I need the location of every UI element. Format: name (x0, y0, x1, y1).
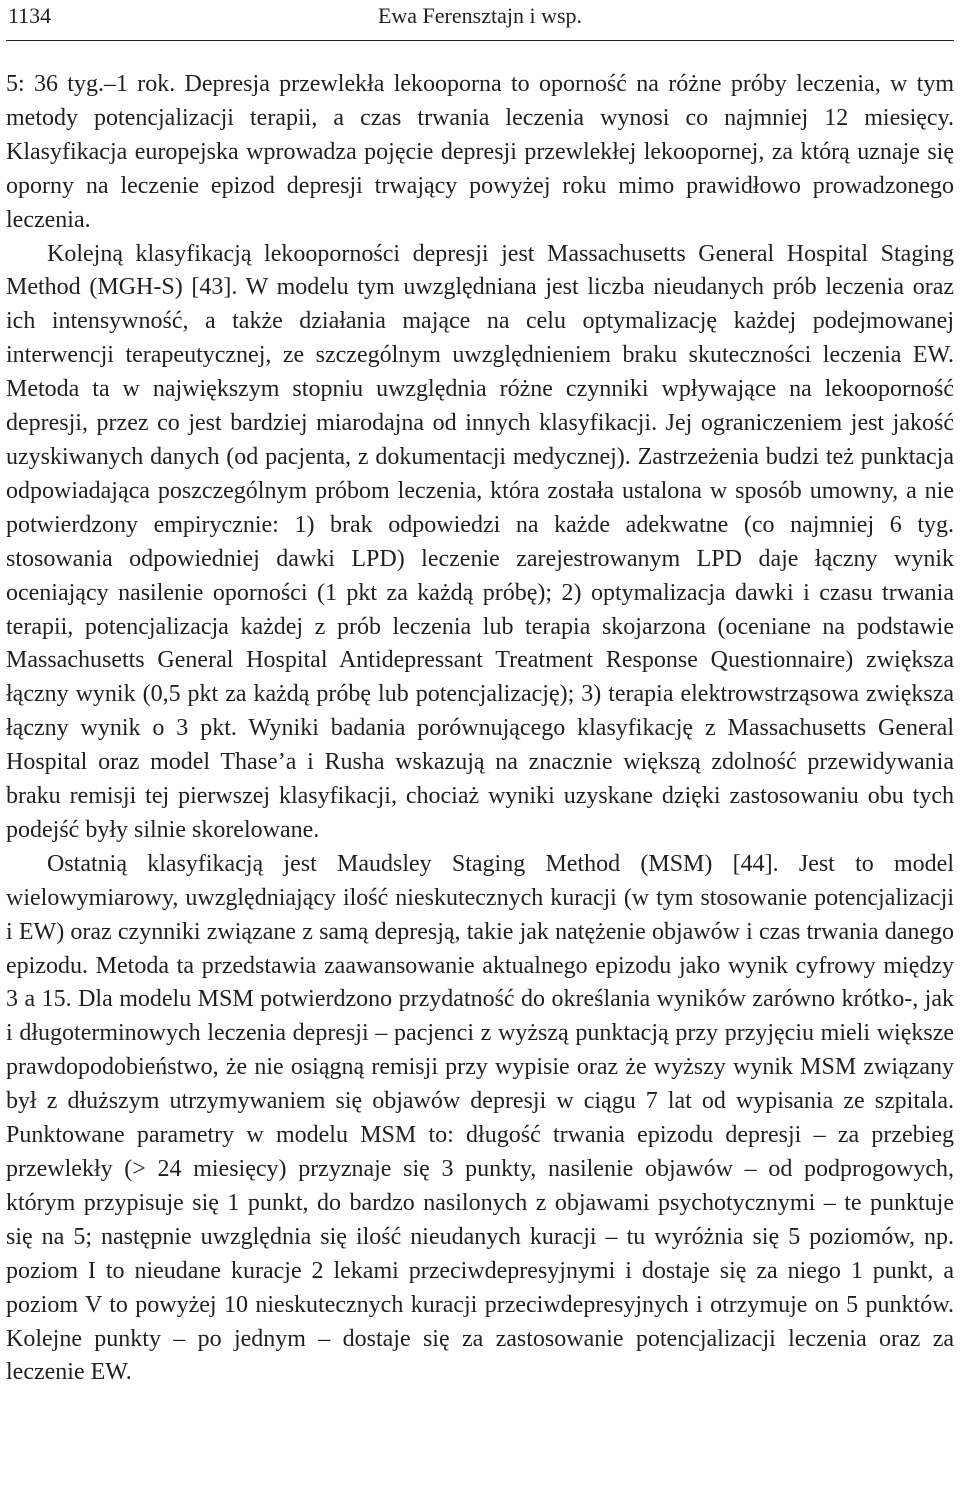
running-head: Ewa Ferensztajn i wsp. (377, 3, 583, 28)
paragraph-continued: 5: 36 tyg.–1 rok. Depresja przewlekła lekooporna to oporność na różne próby leczenia, w tym metody potencjalizacji terapii, a czas trwania leczenia wynosi co najmniej 12 miesięcy. Klasyfikacja europejska wprowadza pojęcie depresji przewlekłej lekoopornej, za którą uznaje się oporny na leczenie epizod depresji trwający powyżej roku mimo prawidłowo prowadzonego leczenia. (6, 71, 954, 233)
article-body (6, 68, 954, 1390)
paragraph-mgh-s: Kolejną klasyfikacją lekooporności depresji jest Massachusetts General Hospital Staging Method (MGH-S) [43]. W modelu tym uwzględniana jest liczba nieudanych prób leczenia oraz ich intensywność, a także działania mające na celu optymalizację każdej podejmowanej interwencji terapeutycznej, ze szczególnym uwzględnieniem braku skuteczności leczenia EW. Metoda ta w największym stopniu uwzględnia różne czynniki wpływające na lekooporność depresji, przez co jest bardziej miarodajna od innych klasyfikacji. Jej ograniczeniem jest jakość uzyskiwanych danych (od pacjenta, z dokumentacji medycznej). Zastrzeżenia budzi też punktacja odpowiadająca poszczególnym próbom leczenia, która została ustalona w sposób umowny, a nie potwierdzony empirycznie: 1) brak odpowiedzi na każde adekwatne (co najmniej 6 tyg. stosowania odpowiedniej dawki LPD) leczenie zarejestrowanym LPD daje łączny wynik oceniający nasilenie oporności (1 pkt za każdą próbę); 2) optymalizacja dawki i czasu trwania terapii, potencjalizacja każdej z prób leczenia lub terapia skojarzona (oceniane na podstawie Massachusetts General Hospital Antidepressant Treatment Response Questionnaire) zwiększa łączny wynik (0,5 pkt za każdą próbę lub potencjalizację); 3) terapia elektrowstrząsowa zwiększa łączny wynik o 3 pkt. Wyniki badania porównującego klasyfikację z Massachusetts General Hospital oraz model Thase’a i Rusha wskazują na znacznie większą zdolność przewidywania braku remisji tej pierwszej klasyfikacji, chociaż wyniki uzyskane dzięki zastosowaniu obu tych podejść były silnie skorelowane. (6, 240, 954, 843)
page-number: 1134 (8, 3, 52, 28)
page-header (6, 0, 954, 41)
paragraph-msm: Ostatnią klasyfikacją jest Maudsley Staging Method (MSM) [44]. Jest to model wielowymiarowy, uwzględniający ilość nieskutecznych kuracji (w tym stosowanie potencjalizacji i EW) oraz czynniki związane z samą depresją, takie jak natężenie objawów i czas trwania danego epizodu. Metoda ta przedstawia zaawansowanie aktualnego epizodu jako wynik cyfrowy między 3 a 15. Dla modelu MSM potwierdzono przydatność do określania wyników zarówno krótko-, jak i długoterminowych leczenia depresji – pacjenci z wyższą punktacją przy przyjęciu mieli większe prawdopodobieństwo, że nie osiągną remisji przy wypisie oraz że wyższy wynik MSM związany był z dłuższym utrzymywaniem się objawów depresji w ciągu 7 lat od wypisania ze szpitala. Punktowane parametry w modelu MSM to: długość trwania epizodu depresji – za przebieg przewlekły (> 24 miesięcy) przyznaje się 3 punkty, nasilenie objawów – od podprogowych, którym przypisuje się 1 punkt, do bardzo nasilonych z objawami psychotycznymi – te punktuje się na 5; następnie uwzględnia się ilość nieudanych kuracji – tu wyróżnia się 5 poziomów, np. poziom I to nieudane kuracje 2 lekami przeciwdepresyjnymi i dostaje się za niego 1 punkt, a poziom V to powyżej 10 nieskutecznych kuracji przeciwdepresyjnych i otrzymuje on 5 punktów. Kolejne punkty – po jednym – dostaje się za zastosowanie potencjalizacji leczenia oraz za leczenie EW. (6, 850, 954, 1386)
